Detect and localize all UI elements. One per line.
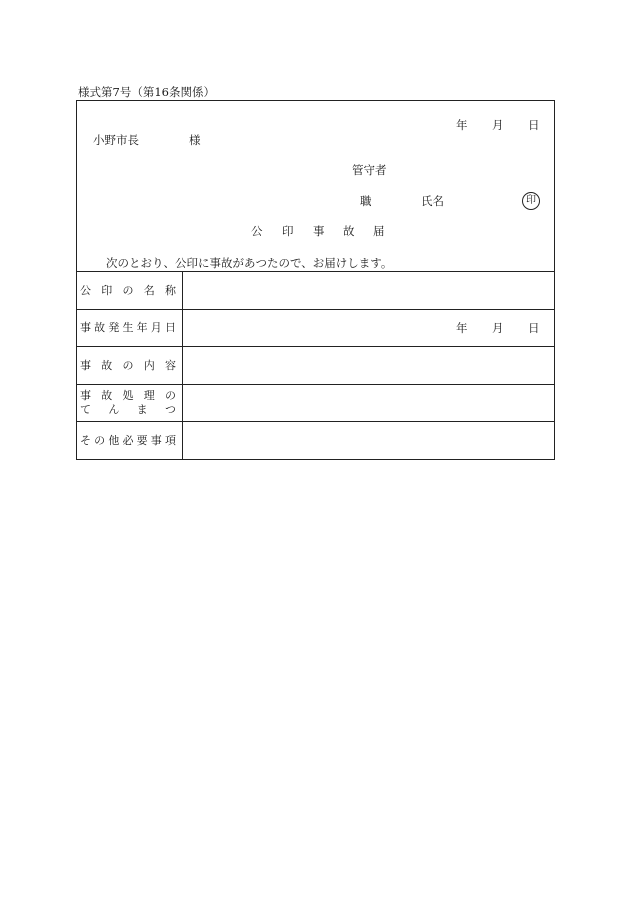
position-label: 職 [360, 194, 372, 208]
label-char: 発 [108, 321, 120, 334]
label-char: 日 [164, 321, 176, 334]
label-char: 月 [150, 321, 162, 334]
label-char: 事 [80, 359, 91, 372]
row-label-seal-name [80, 284, 176, 298]
label-char: ん [108, 403, 120, 416]
label-char: 項 [164, 434, 176, 447]
label-char: 要 [136, 434, 148, 447]
title-char-4: 故 [343, 224, 355, 238]
label-char: 故 [101, 389, 113, 402]
label-char: の [165, 389, 176, 402]
label-char: て [80, 403, 91, 416]
label-char: 事 [80, 321, 91, 334]
row-divider-2 [76, 309, 555, 310]
label-char: 理 [143, 389, 155, 402]
label-char: 内 [143, 359, 155, 372]
label-char: 印 [101, 284, 113, 297]
name-label: 氏名 [421, 194, 444, 208]
label-char: 容 [165, 359, 176, 372]
row-divider-5 [76, 421, 555, 422]
seal-mark: 印 [522, 192, 540, 210]
accident-date-year: 年 [456, 321, 468, 335]
label-char: 称 [165, 284, 176, 297]
label-char: 必 [122, 434, 134, 447]
row-label-accident-date [80, 321, 176, 335]
title-char-2: 印 [282, 224, 294, 238]
header-date-month: 月 [492, 118, 504, 132]
row-label-handling-line1 [80, 389, 176, 403]
honorific: 様 [189, 133, 201, 147]
statement: 次のとおり、公印に事故があつたので、お届けします。 [106, 256, 393, 270]
label-char: 事 [80, 389, 91, 402]
header-date-year: 年 [456, 118, 468, 132]
label-char: つ [164, 403, 176, 416]
label-char: の [122, 359, 134, 372]
row-label-handling-line2 [80, 403, 176, 417]
label-char: 名 [143, 284, 155, 297]
label-char: 処 [122, 389, 134, 402]
title-char-1: 公 [251, 224, 263, 238]
column-divider [182, 271, 183, 460]
label-char: 年 [136, 321, 148, 334]
row-divider-1 [76, 271, 555, 272]
row-label-accident-details [80, 359, 176, 373]
row-divider-4 [76, 384, 555, 385]
header-date-day: 日 [528, 118, 540, 132]
label-char: 故 [101, 359, 113, 372]
row-divider-3 [76, 346, 555, 347]
accident-date-month: 月 [492, 321, 504, 335]
label-char: ま [136, 403, 148, 416]
title-char-5: 届 [373, 224, 385, 238]
label-char: 公 [80, 284, 91, 297]
form-number: 様式第7号（第16条関係） [78, 85, 215, 99]
label-char: 他 [108, 434, 120, 447]
title-char-3: 事 [313, 224, 325, 238]
label-char: 生 [122, 321, 134, 334]
label-char: の [94, 434, 106, 447]
custodian-label: 管守者 [352, 163, 387, 177]
accident-date-day: 日 [528, 321, 540, 335]
label-char: 故 [94, 321, 106, 334]
label-char: 事 [150, 434, 162, 447]
label-char: そ [80, 434, 91, 447]
label-char: の [122, 284, 134, 297]
row-label-other-matters [80, 434, 176, 448]
addressee: 小野市長 [93, 133, 139, 147]
